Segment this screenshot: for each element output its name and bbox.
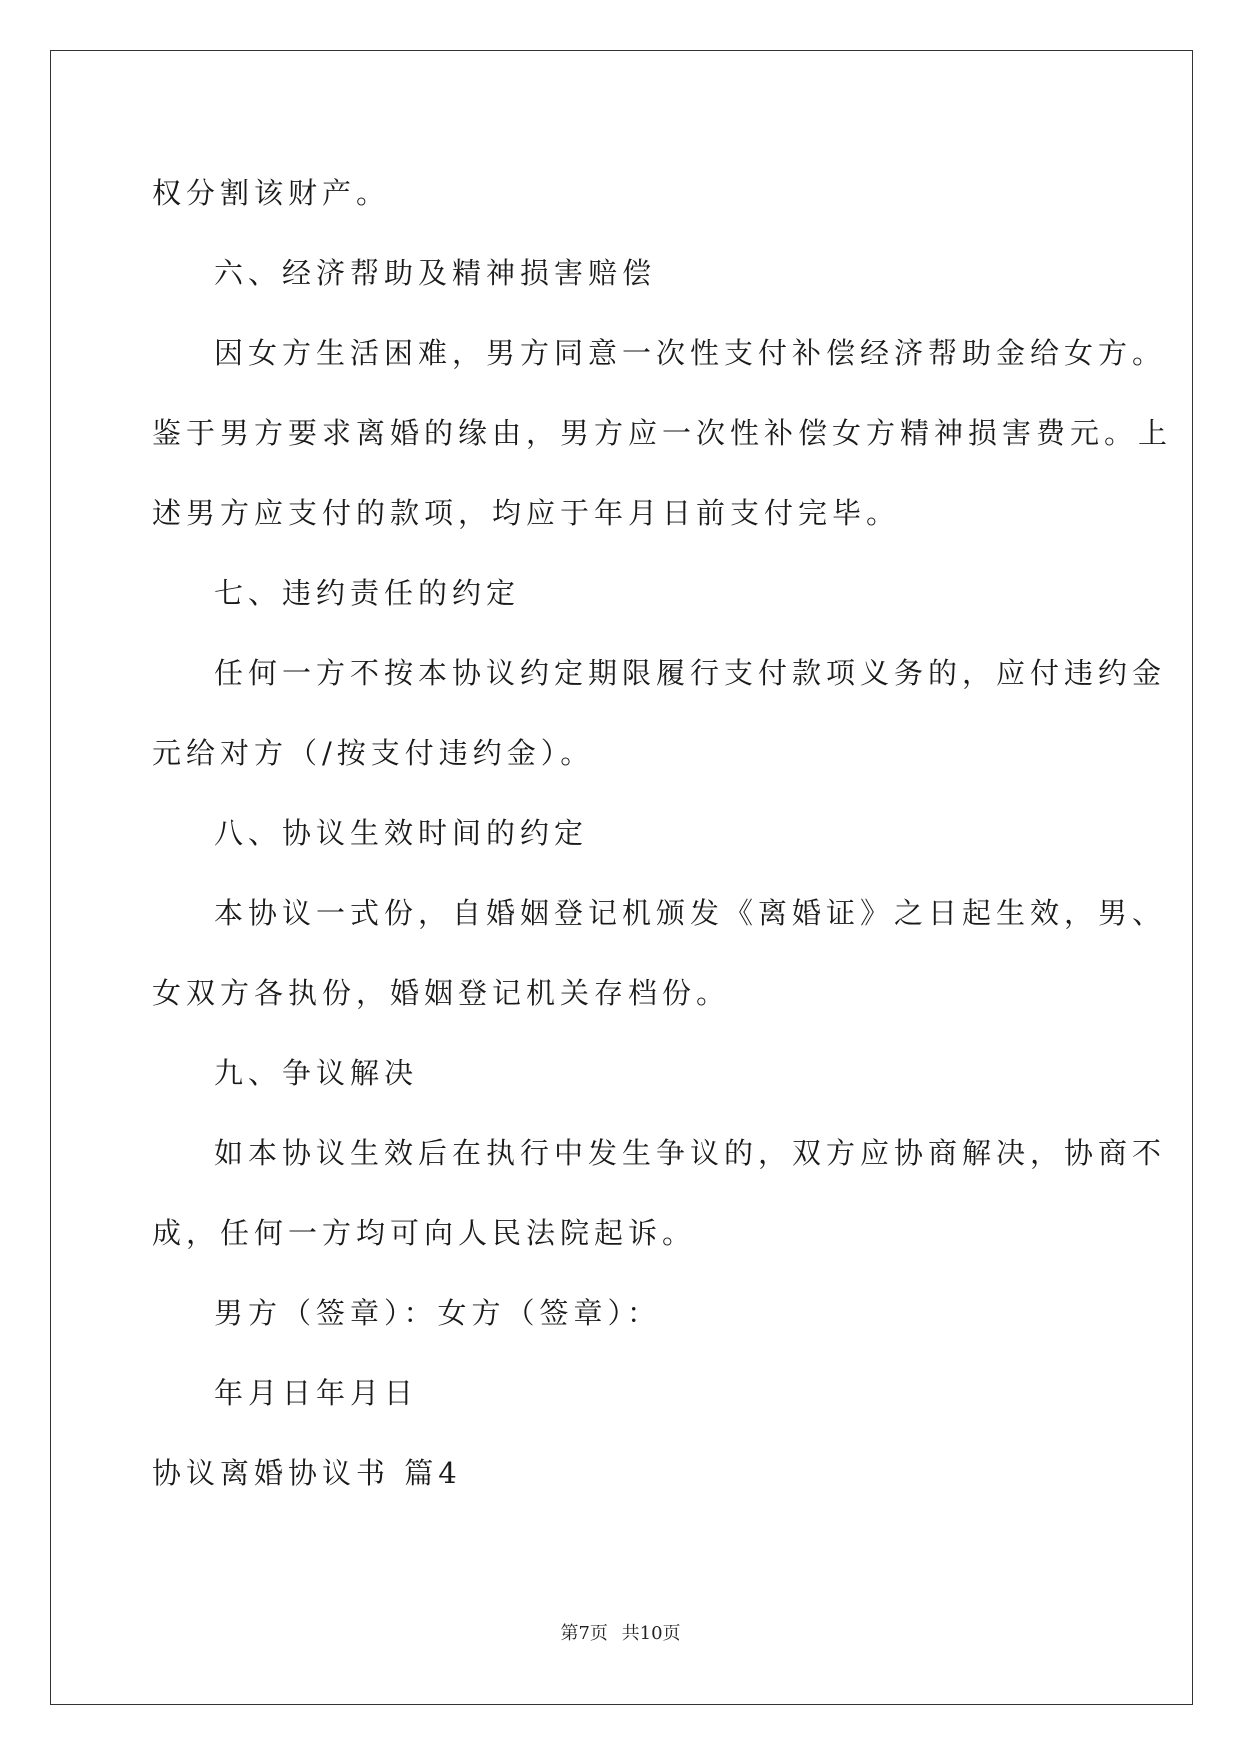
paragraph-line: 元给对方（/按支付违约金）。 [152,736,595,770]
section-heading-6: 六、经济帮助及精神损害赔偿 [214,256,657,290]
paragraph-line: 如本协议生效后在执行中发生争议的，双方应协商解决，协商不 [214,1136,1167,1170]
page-footer [0,1622,1241,1646]
date-line: 年月日年月日 [214,1376,419,1410]
paragraph-line: 任何一方不按本协议约定期限履行支付款项义务的，应付违约金 [214,656,1167,690]
section-heading-7: 七、违约责任的约定 [214,576,521,610]
paragraph-line: 鉴于男方要求离婚的缘由，男方应一次性补偿女方精神损害费元。上 [152,416,1173,450]
paragraph-line: 成，任何一方均可向人民法院起诉。 [152,1216,697,1250]
paragraph-line: 女双方各执份，婚姻登记机关存档份。 [152,976,731,1010]
section-heading-9: 九、争议解决 [214,1056,419,1090]
paragraph-line: 本协议一式份，自婚姻登记机颁发《离婚证》之日起生效，男、 [214,896,1167,930]
page-number-current: 第7页 [560,1623,608,1644]
paragraph-line: 因女方生活困难，男方同意一次性支付补偿经济帮助金给女方。 [214,336,1167,370]
signature-line: 男方（签章）：女方（签章）： [214,1296,662,1330]
paragraph-continuation: 权分割该财产。 [152,176,391,210]
section-heading-8: 八、协议生效时间的约定 [214,816,589,850]
article-title: 协议离婚协议书 篇4 [152,1456,462,1490]
page-number-total: 共10页 [621,1623,681,1644]
paragraph-line: 述男方应支付的款项，均应于年月日前支付完毕。 [152,496,901,530]
